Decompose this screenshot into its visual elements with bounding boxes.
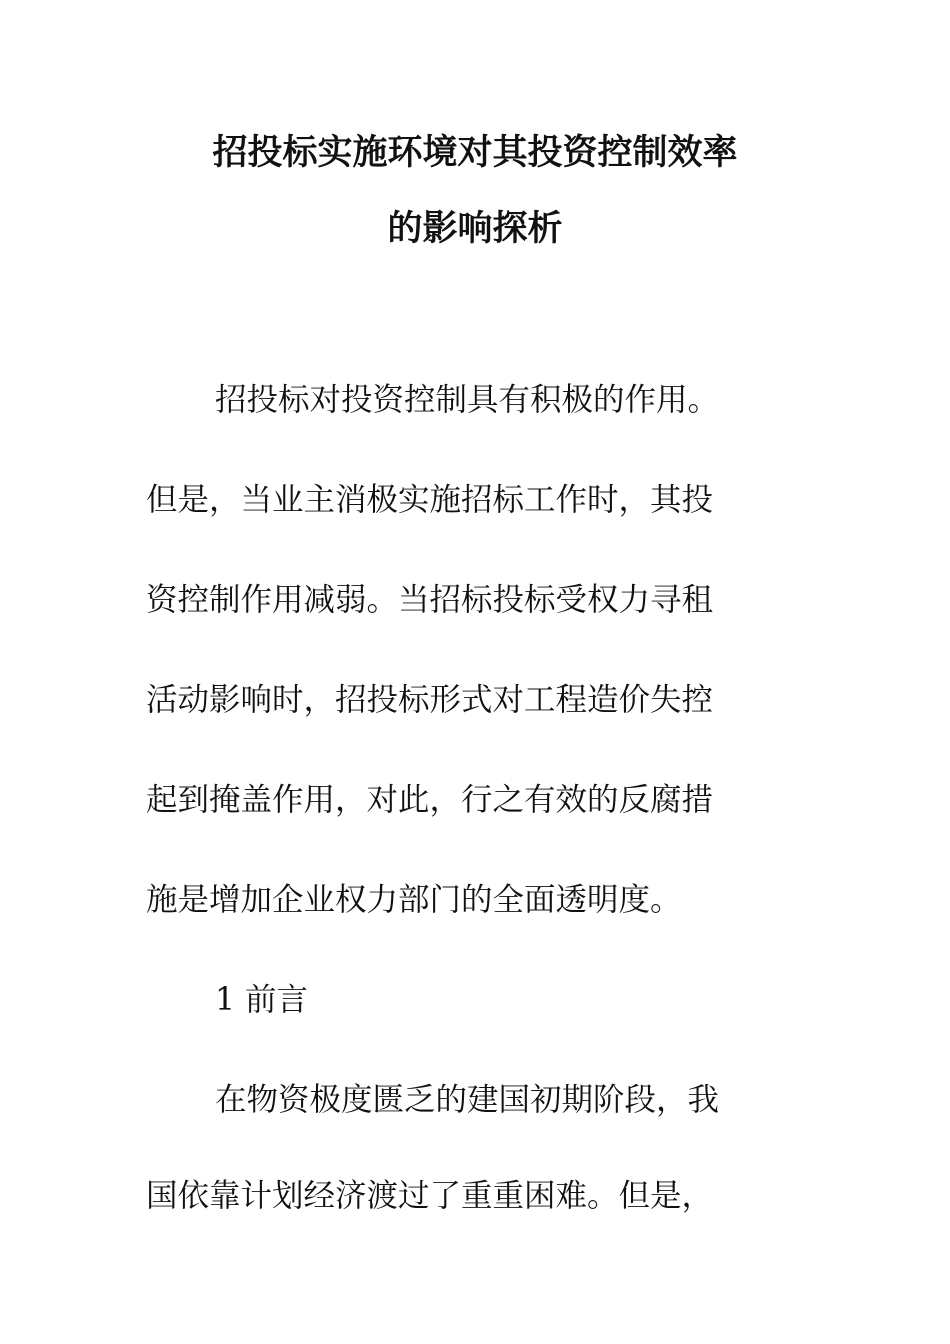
body-line-8: 国依靠计划经济渡过了重重困难。但是，	[146, 1178, 714, 1214]
section-heading-preface: 1 前言	[215, 982, 309, 1018]
body-line-4: 活动影响时，招投标形式对工程造价失控	[146, 682, 714, 718]
body-line-3: 资控制作用减弱。当招标投标受权力寻租	[146, 582, 714, 618]
body-line-7: 在物资极度匮乏的建国初期阶段，我	[215, 1082, 720, 1118]
body-line-1: 招投标对投资控制具有积极的作用。	[215, 382, 720, 418]
document-title-line-1: 招投标实施环境对其投资控制效率	[212, 132, 738, 173]
body-line-6: 施是增加企业权力部门的全面透明度。	[146, 882, 682, 918]
body-line-2: 但是，当业主消极实施招标工作时，其投	[146, 482, 714, 518]
document-title-line-2: 的影响探析	[387, 208, 563, 249]
body-line-5: 起到掩盖作用，对此，行之有效的反腐措	[146, 782, 714, 818]
